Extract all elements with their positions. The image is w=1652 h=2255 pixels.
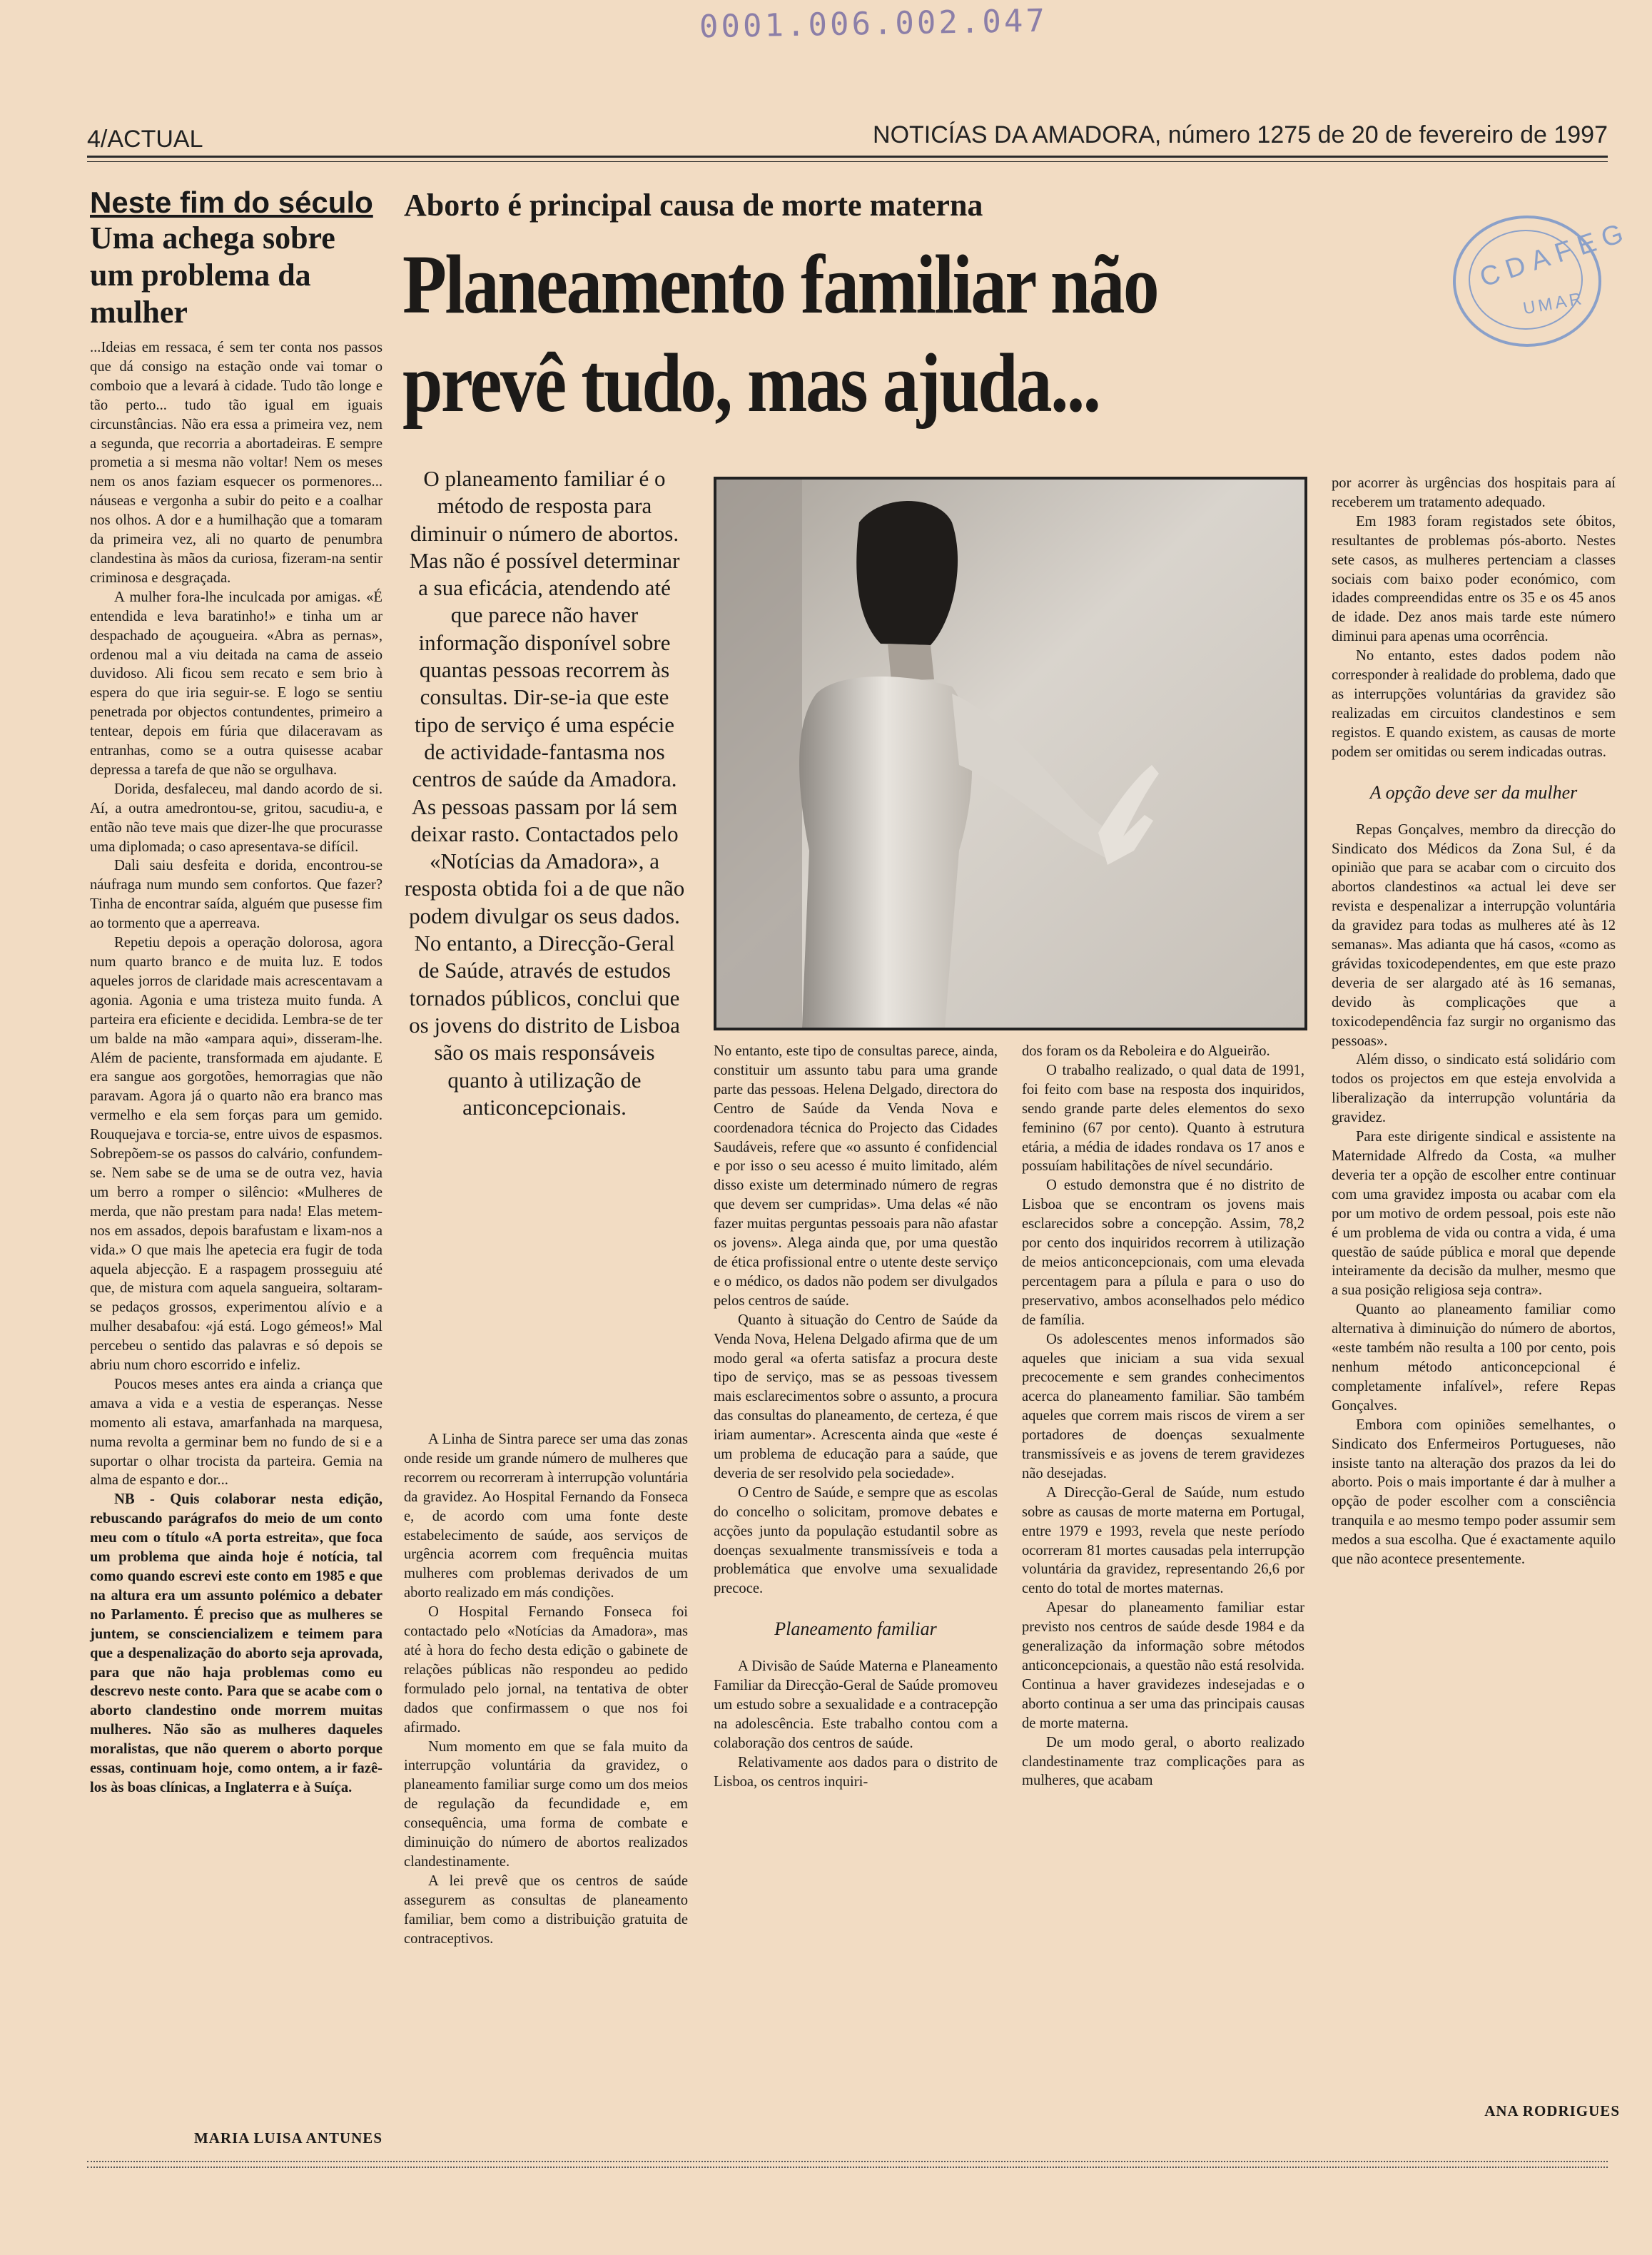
subheading-opcao: A opção deve ser da mulher	[1369, 781, 1578, 803]
paragraph: Para este dirigente sindical e assistente na Maternidade Alfredo da Costa, «a mulher deveria ter a opção de escolher entre continuar com uma gravidez imposta ou acabar com ela por um motivo de ordem pessoal, pois este não é um problema de vida ou contra a vida, é uma questão de saúde pública e moral que depende inteiramente da decisão da mulher, mesmo que a sua posição religiosa seja contra».	[1332, 1129, 1616, 1299]
paragraph: No entanto, estes dados podem não corresponder à realidade do problema, dado que as interrupções voluntárias da gravidez são realizadas em circuitos clandestinos e sem registos. E quando existem, as causas de morte podem ser omitidas ou serem indicadas outras.	[1332, 648, 1616, 760]
paragraph: Relativamente aos dados para o distrito de Lisboa, os centros inquiri-	[714, 1754, 998, 1790]
footer-rule-2	[87, 2167, 1608, 2168]
paragraph: O Centro de Saúde, e sempre que as escolas do concelho o solicitam, promove debates e acções junto da população estudantil sobre as doenças sexualmente transmissíveis e toda a problemática que envolve uma sexualidade precoce.	[714, 1484, 998, 1597]
paragraph: O estudo demonstra que é no distrito de Lisboa que se encontram os jovens mais esclarecidos sobre a concepção. Assim, 78,2 por cento dos inquiridos recorrem à utilização de meios anticoncepcionais, com uma elevada percentagem para a pílula e para o uso do preservativo, ambos aconselhados pelo médico de família.	[1022, 1177, 1304, 1328]
paragraph: Repas Gonçalves, membro da direcção do Sindicato dos Médicos da Zona Sul, é da opinião que para se acabar com o circuito dos abortos clandestinos «a actual lei deve ser revista e despenalizar a interrupção voluntária da gravidez para todas as mulheres até às 12 semanas». Mas adianta que há casos, «como as grávidas toxicodependentes, em que este prazo deveria de ser alargado até às 16 semanas, devido às complicações que a toxicodependência faz surgir no organismo das pessoas».	[1332, 821, 1616, 1049]
left-story-body	[90, 338, 382, 1798]
paragraph: A mulher fora-lhe inculcada por amigas. «É entendida e leva baratinho!» e tinha um ar despachado de açougueira. «Abra as pernas», ordenou mal a viu deitada na cama de asseio duvidoso. Ali ficou sem recato e sem brio à espera do que iria seguir-se. E logo se sentiu penetrada por objectos contundentes, primeiro a tentear, depois em fúria que dilaceravam as entranhas, como se a outra quisesse acabar depressa a tarefa de que não se orgulhava.	[90, 589, 382, 778]
article-kicker: Aborto é principal causa de morte materna	[404, 188, 983, 223]
page-section: 4/ACTUAL	[87, 126, 203, 153]
left-signature: MARIA LUISA ANTUNES	[193, 2129, 382, 2147]
paragraph: Repetiu depois a operação dolorosa, agora num quarto branco e de muita luz. E todos aqueles jorros de claridade mais acrescentavam a agonia. Agonia e uma tristeza muito funda. A parteira era eficiente e decidida. Lembra-se de ter um balde na mão «ampara aqui», disseram-lhe. Além de paciente, transformada em ajudante. E era sangue aos gorgotões, hemorragias que não paravam. Agora já o quarto não era branco mas vermelho e ela sem forças para um gemido. Rouquejava e torcia-se, entre uivos de espasmos. Sobrepõem-se os passos do calvário, confundem-se. Nem sabe se de uma se de outra vez, havia um berro a romper o silêncio: «Mulheres de merda, que não prestam para nada! Elas metem-nos em assados, depois barafustam e lixam-nos a vida.» O que mais lhe apetecia era fugir de toda aquela abjecção. E a raspagem prosseguiu até que, de mistura com aquela sangueira, soltaram-se pedaços grossos, experimentou alívio e a mulher desabafou: «já está. Logo gémeos!» Mal percebeu o sentido das palavras e só depois se abriu num choro escorrido e infeliz.	[90, 935, 382, 1374]
paragraph: Embora com opiniões semelhantes, o Sindicato dos Enfermeiros Portugueses, não insiste tanto na alteração dos prazos da lei do aborto. Pois o mais importante é dar à mulher a opção de poder escolher com a consciência tranquila e ao mesmo tempo poder assumir sem medos a sua escolha. Que é exactamente aquilo que não acontece presentemente.	[1332, 1417, 1616, 1568]
left-kicker: Neste fim do século	[90, 186, 373, 219]
article-photo	[714, 477, 1307, 1030]
paragraph: Poucos meses antes era ainda a criança que amava a vida e a vestia de esperanças. Nesse momento ali estava, amarfanhada na marquesa, numa revolta a germinar bem no fundo de si e a suportar o olhar trocista da parteira. Gemia na alma de espanto e dor...	[90, 1376, 382, 1489]
stamp-top-text: CDAFEG	[1476, 216, 1634, 293]
article-signature: ANA RODRIGUES	[1484, 2102, 1620, 2119]
stamp-bottom-text: UMAR	[1521, 288, 1586, 319]
paragraph: A Divisão de Saúde Materna e Planeamento Familiar da Direcção-Geral de Saúde promoveu um estudo sobre a sexualidade e a contracepção na adolescência. Este trabalho contou com a colaboração dos centros de saúde.	[714, 1658, 998, 1751]
paragraph: O trabalho realizado, o qual data de 1991, foi feito com base na resposta dos inquiridos, sendo grande parte deles elementos do sexo feminino (67 por cento). Quanto à estrutura etária, a média de idades rondava os 17 anos e possuíam habilitações de nível secundário.	[1022, 1062, 1304, 1175]
header-rule-thin	[87, 161, 1608, 162]
footer-rule	[87, 2161, 1608, 2162]
paragraph: Além disso, o sindicato está solidário com todos os projectos em que esteja envolvida a liberalização da interrupção voluntária da gravidez.	[1332, 1052, 1616, 1126]
article-column-1	[404, 1430, 688, 1948]
paragraph: A Direcção-Geral de Saúde, num estudo sobre as causas de morte materna em Portugal, entre 1979 e 1993, revela que neste período ocorreram 81 mortes causadas pela interrupção voluntária da gravidez, representando 26,6 por cento do total de mortes maternas.	[1022, 1484, 1304, 1597]
woman-at-window-image	[716, 480, 1304, 1028]
paragraph: por acorrer às urgências dos hospitais para aí receberem um tratamento adequado.	[1332, 475, 1616, 510]
article-column-4	[1332, 474, 1616, 1569]
article-intro	[404, 465, 685, 1121]
paragraph: O Hospital Fernando Fonseca foi contactado pelo «Notícias da Amadora», mas até à hora do fecho desta edição o gabinete de relações públicas não respondeu ao pedido formulado pelo jornal, na tentativa de obter dados que confirmassem o que nos foi afirmado.	[404, 1604, 688, 1735]
archive-code: 0001.006.002.047	[699, 2, 1048, 46]
paragraph: A Linha de Sintra parece ser uma das zonas onde reside um grande número de mulheres que recorrem ou recorreram à interrupção voluntária da gravidez. Ao Hospital Fernando da Fonseca e, de acordo com uma fonte deste estabelecimento de saúde, aos serviços de urgência acorrem com frequência muitas mulheres com problemas derivados de um aborto realizado em más condições.	[404, 1431, 688, 1601]
left-title: Uma achega sobre um problema da mulher	[90, 221, 335, 330]
article-column-3	[1022, 1042, 1304, 1790]
paragraph: A lei prevê que os centros de saúde assegurem as consultas de planeamento familiar, bem como a distribuição gratuita de contraceptivos.	[404, 1873, 688, 1947]
intro-text: O planeamento familiar é o método de resposta para diminuir o número de abortos. Mas não é possível determinar a sua eficácia, atendendo até que parece não haver informação disponível sobre quantas pessoas recorrem às consultas. Dir-se-ia que este tipo de serviço é uma espécie de actividade-fantasma nos centros de saúde da Amadora. As pessoas passam por lá sem deixar rasto. Contactados pelo «Notícias da Amadora», a resposta obtida foi a de que não podem divulgar os seus dados. No entanto, a Direcção-Geral de Saúde, através de estudos tornados públicos, conclui que os jovens do distrito de Lisboa são os mais responsáveis quanto à utilização de anticoncepcionais.	[404, 466, 685, 1120]
paragraph: Os adolescentes menos informados são aqueles que iniciam a sua vida sexual precocemente e sem grandes conhecimentos acerca do planeamento familiar. São também aqueles que correm mais riscos de virem a ser portadores de doenças sexualmente transmissíveis e as jovens de terem gravidezes não desejadas.	[1022, 1331, 1304, 1481]
paragraph: Dali saiu desfeita e dorida, encontrou-se náufraga num mundo sem confortos. Que fazer? Tinha de encontrar saída, alguém que pusesse fim ao tormento que a aperreava.	[90, 858, 382, 932]
archive-stamp	[1453, 216, 1634, 347]
paragraph: Dorida, desfaleceu, mal dando acordo de si. Aí, a outra amedrontou-se, gritou, sacudiu-a, e então não teve mais que dizer-lhe que procurasse uma diplomada; o caso apresentava-se difícil.	[90, 781, 382, 855]
paragraph: ...Ideias em ressaca, é sem ter conta nos passos que dá consigo na estação onde vai tomar o comboio que a levará à cidade. Tudo tão longe e tão perto... tudo tão igual em iguais circunstâncias. Não era essa a primeira vez, nem a segunda, que recorria a abortadeiras. E sempre prometia a si mesma não voltar! Nem os meses nem os anos faziam esquecer os pormenores... náuseas e vergonha a subir do peito e a coalhar nos olhos. A dor e a humilhação que a tomaram da primeira vez, ali no quarto de penumbra clandestina às mãos da curiosa, fizeram-na sentir criminosa e desgraçada.	[90, 340, 382, 586]
paragraph: Apesar do planeamento familiar estar previsto nos centros de saúde desde 1984 e da generalização da informação sobre métodos anticoncepcionais, a questão não está resolvida. Continua a haver gravidezes indesejadas e o aborto continua a ser uma das principais causas de morte materna.	[1022, 1600, 1304, 1731]
article-column-2	[714, 1042, 998, 1792]
paragraph: De um modo geral, o aborto realizado clandestinamente traz complicações para as mulheres, que acabam	[1022, 1734, 1304, 1789]
subheading-planeamento: Planeamento familiar	[774, 1618, 937, 1640]
paragraph: Quanto à situação do Centro de Saúde da Venda Nova, Helena Delgado afirma que de um modo geral «a oferta satisfaz a procura deste tipo de serviço, mas se as pessoas tivessem mais esclarecimentos sobre o assunto, a procura das consultas do planeamento, de certeza, é que iriam aumentar». Acrescenta ainda que «este é um problema de educação para a saúde, que deveria de ser resolvido pela sociedade».	[714, 1312, 998, 1481]
paragraph: Em 1983 foram registados sete óbitos, resultantes de problemas pós-aborto. Nestes sete casos, as mulheres pertenciam a classes sociais com baixo poder económico, com idades compreendidas entre os 35 e os 45 anos de idade. Dez anos mais tarde este número diminui para apenas uma ocorrência.	[1332, 513, 1616, 645]
author-note: NB - Quis colaborar nesta edição, rebuscando parágrafos do meio de um conto meu com o título «A porta estreita», que foca um problema que ainda hoje é notícia, tal como quando escrevi este conto em 1985 e que na altura era um assunto polémico a debater no Parlamento. É preciso que as mulheres se juntem, se consciencializem e teimem para que a despenalização do aborto seja aprovada, para que não haja problemas como eu descrevo neste conto. Para que se acabe com o aborto clandestino onde morrem muitas mulheres. Não são as mulheres daqueles moralistas, que não querem o aborto porque essas, continuam hoje, como ontem, a ir fazê-los às boas clínicas, a Inglaterra e à Suíça.	[90, 1491, 382, 1795]
article-headline: Planeamento familiar não prevê tudo, mas ajuda...	[402, 238, 1158, 430]
paragraph: dos foram os da Reboleira e do Algueirão.	[1022, 1043, 1270, 1059]
paragraph: No entanto, este tipo de consultas parece, ainda, constituir um assunto tabu para uma grande parte das pessoas. Helena Delgado, directora do Centro de Saúde da Venda Nova e coordenadora técnica do Projecto das Cidades Saudáveis, refere que «o assunto é confidencial e por isso o seu acesso é muito limitado, além disso existe um determinado número de regras que devem ser cumpridas». Uma delas «é não fazer muitas perguntas pessoais para não afastar os jovens». Alega ainda que, por uma questão de ética profissional entre o utente deste serviço e o médico, os dados não podem ser divulgados pelos centros de saúde.	[714, 1043, 998, 1309]
paragraph: Num momento em que se fala muito da interrupção voluntária da gravidez, o planeamento familiar surge como um dos meios de regulação da fecundidade e, em consequência, uma forma de combate e diminuição do número de abortos realizados clandestinamente.	[404, 1738, 688, 1870]
paragraph: Quanto ao planeamento familiar como alternativa à diminuição do número de abortos, «este também não resulta a 100 por cento, pois nenhum método anticoncepcional é completamente infalível», refere Repas Gonçalves.	[1332, 1302, 1616, 1414]
header-rule	[87, 156, 1608, 158]
publication-line: NOTICÍAS DA AMADORA, número 1275 de 20 de fevereiro de 1997	[873, 121, 1608, 148]
